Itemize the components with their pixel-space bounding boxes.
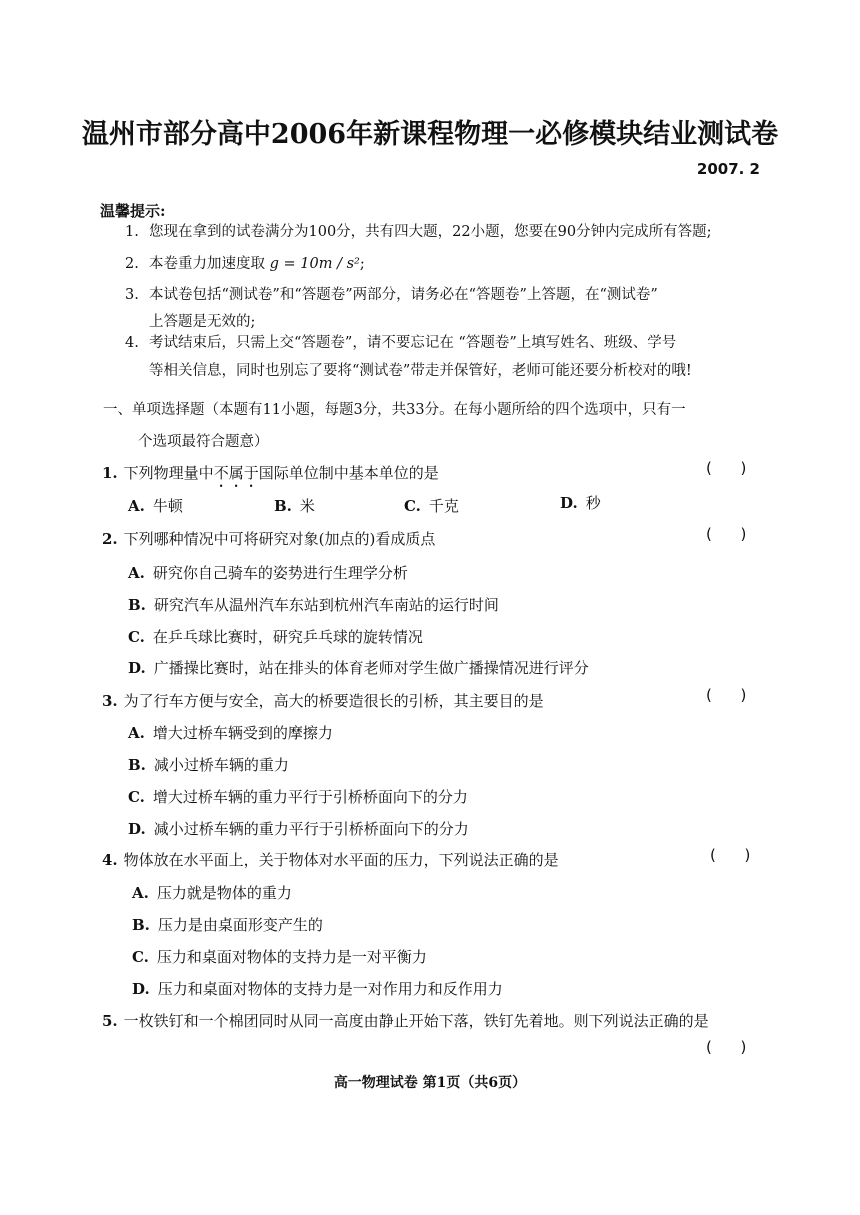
answer-parentheses: ( ): [710, 846, 751, 864]
tip-text-continued: 等相关信息，同时也别忘了要将“测试卷”带走并保管好，老师可能还要分析校对的哦!: [149, 363, 692, 379]
tips-heading: 温馨提示:: [100, 202, 166, 220]
answer-parentheses: ( ): [706, 525, 747, 543]
option-d: [132, 978, 503, 999]
question-2: [102, 528, 435, 549]
question-number: 4.: [102, 851, 118, 869]
tip-number: 2.: [125, 256, 139, 272]
option-label: A.: [128, 724, 145, 742]
option-text: 增大过桥车辆受到的摩擦力: [152, 724, 333, 742]
tip-item: [125, 287, 658, 304]
option-label: C.: [128, 788, 145, 806]
option-text: 压力就是物体的重力: [156, 884, 292, 902]
option-b: [128, 754, 289, 775]
question-number: 5.: [102, 1012, 118, 1030]
question-5: [102, 1010, 709, 1031]
tip-item: [125, 256, 365, 273]
tip-number: 1.: [125, 224, 139, 240]
option-label: C.: [404, 497, 421, 515]
option-c: [128, 626, 423, 647]
option-label: D.: [128, 820, 146, 838]
gravity-formula: g = 10m / s²: [269, 256, 360, 272]
question-1: [102, 462, 439, 491]
tip-text: ;: [359, 256, 365, 272]
section-heading-continued: 个选项最符合题意）: [138, 434, 269, 450]
option-label: D.: [560, 494, 578, 512]
option-c: [132, 946, 427, 967]
option-a: [128, 562, 408, 583]
question-text: 下列物理量中: [123, 464, 214, 482]
tip-text: 本试卷包括“测试卷”和“答题卷”两部分，请务必在“答题卷”上答题，在“测试卷”: [149, 287, 658, 303]
question-number: 2.: [102, 530, 118, 548]
option-d: [128, 818, 469, 839]
option-d: [560, 492, 601, 513]
question-4: [102, 849, 559, 870]
question-text: 一枚铁钉和一个棉团同时从同一高度由静止开始下落，铁钉先着地。则下列说法正确的是: [123, 1012, 709, 1030]
exam-title: 温州市部分高中2006年新课程物理一必修模块结业测试卷: [81, 119, 779, 150]
option-label: B.: [274, 497, 292, 515]
tip-number: 3.: [125, 287, 139, 303]
option-a: [128, 722, 333, 743]
tip-item: [125, 335, 676, 352]
question-text-emphasis: 不属于: [213, 464, 259, 482]
option-label: A.: [128, 564, 145, 582]
option-d: [128, 657, 589, 678]
option-text: 增大过桥车辆的重力平行于引桥桥面向下的分力: [152, 788, 468, 806]
option-a: [128, 495, 183, 516]
option-text: 千克: [428, 497, 459, 515]
option-text: 压力是由桌面形变产生的: [157, 916, 323, 934]
option-label: A.: [132, 884, 149, 902]
tip-text: 您现在拿到的试卷满分为100分，共有四大题，22小题，您要在90分钟内完成所有答题;: [149, 224, 712, 240]
option-b: [274, 495, 315, 516]
option-text: 研究你自己骑车的姿势进行生理学分析: [152, 564, 408, 582]
option-text: 研究汽车从温州汽车东站到杭州汽车南站的运行时间: [153, 596, 499, 614]
option-label: C.: [128, 628, 145, 646]
option-label: B.: [132, 916, 150, 934]
section-heading: 一、单项选择题（本题有11小题，每题3分，共33分。在每小题所给的四个选项中，只有一: [103, 402, 686, 418]
option-b: [128, 594, 499, 615]
question-text: 为了行车方便与安全，高大的桥要造很长的引桥，其主要目的是: [123, 692, 544, 710]
option-text: 米: [299, 497, 315, 515]
option-text: 压力和桌面对物体的支持力是一对作用力和反作用力: [157, 980, 503, 998]
option-label: D.: [128, 659, 146, 677]
option-text: 广播操比赛时，站在排头的体育老师对学生做广播操情况进行评分: [153, 659, 589, 677]
question-3: [102, 690, 544, 711]
tip-item: [125, 224, 711, 241]
option-text: 减小过桥车辆的重力平行于引桥桥面向下的分力: [153, 820, 469, 838]
option-label: B.: [128, 756, 146, 774]
question-text: 物体放在水平面上，关于物体对水平面的压力，下列说法正确的是: [123, 851, 559, 869]
tip-text: 考试结束后，只需上交“答题卷”，请不要忘记在 “答题卷”上填写姓名、班级、学号: [149, 335, 677, 351]
answer-parentheses: ( ): [706, 1038, 747, 1056]
option-label: A.: [128, 497, 145, 515]
tip-number: 4.: [125, 335, 139, 351]
option-c: [404, 495, 459, 516]
answer-parentheses: ( ): [706, 686, 747, 704]
option-text: 在乒乓球比赛时，研究乒乓球的旋转情况: [152, 628, 423, 646]
answer-parentheses: ( ): [706, 459, 747, 477]
option-b: [132, 914, 323, 935]
option-a: [132, 882, 292, 903]
option-text: 牛顿: [152, 497, 183, 515]
tip-text-continued: 上答题是无效的;: [149, 314, 256, 330]
exam-date: 2007. 2: [696, 160, 760, 178]
question-number: 3.: [102, 692, 118, 710]
tip-text: 本卷重力加速度取: [149, 256, 270, 272]
question-number: 1.: [102, 464, 118, 482]
option-text: 压力和桌面对物体的支持力是一对平衡力: [156, 948, 427, 966]
option-label: D.: [132, 980, 150, 998]
option-text: 减小过桥车辆的重力: [153, 756, 289, 774]
page-footer: 高一物理试卷 第1页（共6页）: [333, 1075, 527, 1091]
option-text: 秒: [585, 494, 601, 512]
option-label: C.: [132, 948, 149, 966]
question-text: 国际单位制中基本单位的是: [258, 464, 439, 482]
option-label: B.: [128, 596, 146, 614]
option-c: [128, 786, 468, 807]
question-text: 下列哪种情况中可将研究对象(加点的)看成质点: [123, 530, 436, 548]
